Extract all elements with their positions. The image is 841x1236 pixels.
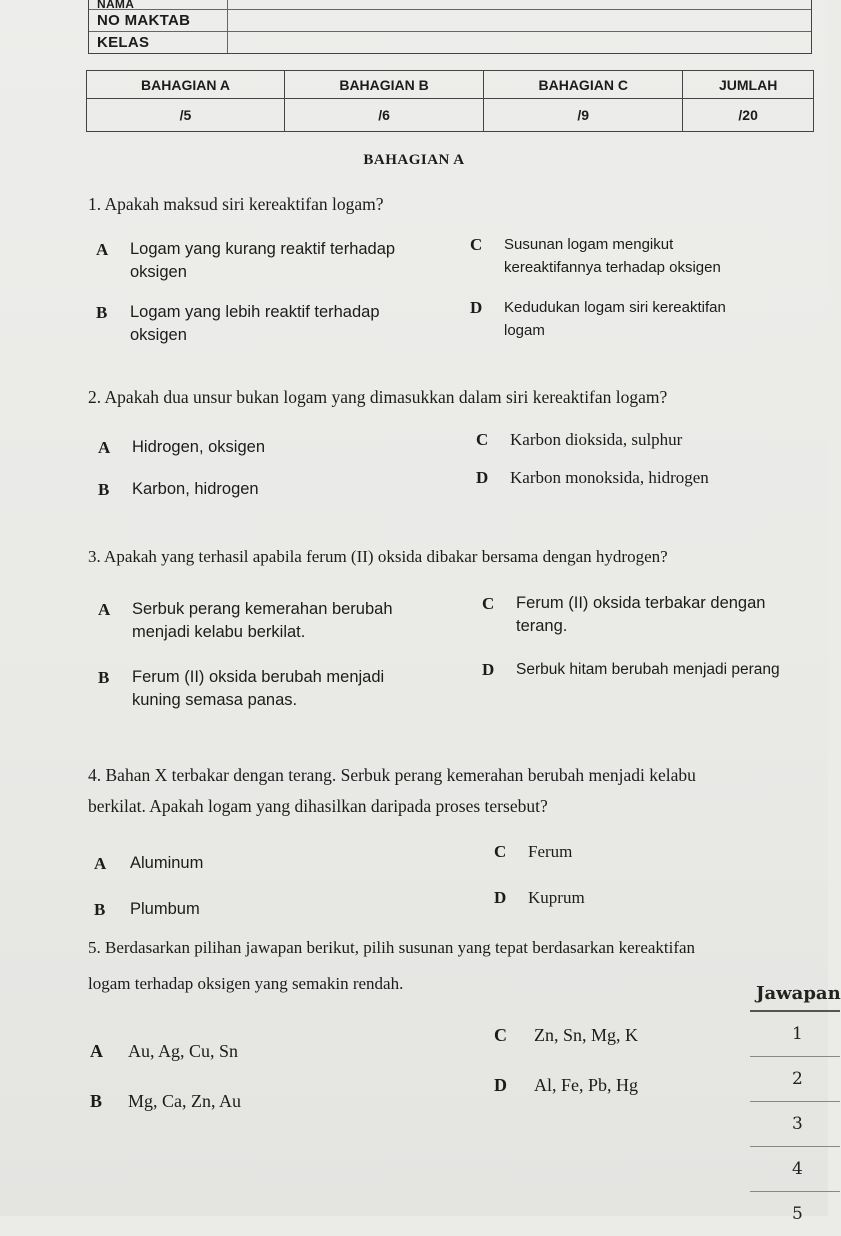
answer-cell-1[interactable]: 1 [750, 1012, 840, 1057]
question-4-stem-line: 4. Bahan X terbakar dengan terang. Serbuk perang kemerahan berubah menjadi kelabu [88, 765, 696, 785]
option-text: Ferum (II) oksida terbakar dengan [516, 594, 766, 612]
option-text: Karbon dioksida, sulphur [510, 430, 683, 449]
option-letter: A [96, 240, 109, 259]
class-row [89, 31, 811, 53]
score-table [86, 70, 814, 132]
option-text: Ferum (II) oksida berubah menjadi [132, 668, 385, 686]
class-field[interactable] [228, 32, 811, 53]
section-title: BAHAGIAN A [363, 152, 465, 168]
option-text: Mg, Ca, Zn, Au [128, 1091, 242, 1111]
answer-cell-3[interactable]: 3 [750, 1102, 840, 1147]
score-value-row [87, 99, 814, 132]
option-text: Aluminum [130, 854, 204, 872]
option-letter: B [94, 900, 106, 919]
question-1-option-d[interactable] [470, 296, 726, 342]
question-1-stem: 1. Apakah maksud siri kereaktifan logam? [88, 194, 384, 214]
option-letter: C [476, 430, 489, 449]
matric-row [89, 9, 811, 31]
option-letter: A [94, 854, 107, 873]
option-letter: B [98, 480, 110, 499]
score-value[interactable]: /20 [683, 99, 814, 132]
question-1-option-a[interactable] [96, 238, 395, 284]
question-3-option-c[interactable] [482, 592, 765, 638]
option-letter: B [96, 303, 108, 322]
option-letter: D [494, 1075, 507, 1095]
question-2-stem: 2. Apakah dua unsur bukan logam yang dimasukkan dalam siri kereaktifan logam? [88, 387, 668, 407]
name-label: NAMA [89, 0, 228, 9]
option-letter: A [90, 1041, 103, 1061]
option-letter: C [494, 842, 507, 861]
option-letter: A [98, 438, 111, 457]
option-text: Logam yang lebih reaktif terhadap [130, 303, 380, 321]
question-5-stem-line: logam terhadap oksigen yang semakin rendah. [88, 974, 404, 993]
question-4-option-c[interactable] [494, 840, 572, 863]
option-letter: B [90, 1091, 103, 1111]
option-letter: D [482, 660, 495, 679]
option-text: Hidrogen, oksigen [132, 438, 265, 456]
option-text: oksigen [130, 326, 187, 344]
option-text: logam [504, 322, 545, 339]
option-text: Kedudukan logam siri kereaktifan [504, 299, 726, 316]
option-letter: C [482, 594, 495, 613]
option-letter: D [470, 298, 483, 317]
score-header: JUMLAH [683, 71, 814, 99]
question-2-option-d[interactable] [476, 466, 709, 489]
option-text: kuning semasa panas. [132, 691, 298, 709]
option-text: Zn, Sn, Mg, K [534, 1025, 639, 1045]
question-3-option-d[interactable] [482, 658, 828, 681]
option-text: Al, Fe, Pb, Hg [534, 1075, 639, 1095]
option-text: Karbon monoksida, hidrogen [510, 468, 709, 487]
question-2-option-b[interactable] [98, 478, 259, 501]
answer-cell-4[interactable]: 4 [750, 1147, 840, 1192]
option-text: Kuprum [528, 888, 585, 907]
question-2-option-a[interactable] [98, 436, 265, 459]
question-4-option-d[interactable] [494, 886, 585, 909]
option-letter: C [494, 1025, 507, 1045]
option-letter: D [494, 888, 507, 907]
question-5-option-a[interactable] [90, 1040, 238, 1063]
answer-box [750, 978, 840, 1222]
score-header: BAHAGIAN A [87, 71, 285, 99]
question-3-option-b[interactable] [98, 666, 384, 712]
matric-field[interactable] [228, 10, 811, 31]
matric-label: NO MAKTAB [89, 10, 228, 31]
question-5-option-d[interactable] [494, 1074, 638, 1097]
option-text: Ferum [528, 842, 573, 861]
class-label: KELAS [89, 32, 228, 53]
question-2-option-c[interactable] [476, 428, 682, 451]
question-4-option-b[interactable] [94, 898, 200, 921]
option-letter: A [98, 600, 111, 619]
option-text: Susunan logam mengikut [504, 236, 674, 253]
option-letter: D [476, 468, 489, 487]
option-text: oksigen [130, 263, 187, 281]
option-text: Serbuk hitam berubah menjadi perang [516, 661, 780, 678]
option-letter: C [470, 235, 483, 254]
score-value[interactable]: /6 [284, 99, 483, 132]
question-1-option-c[interactable] [470, 233, 721, 279]
option-text: menjadi kelabu berkilat. [132, 623, 306, 641]
question-5-option-b[interactable] [90, 1090, 241, 1113]
question-1-option-b[interactable] [96, 301, 380, 347]
name-field[interactable] [228, 0, 811, 9]
student-info-box [88, 0, 812, 54]
option-text: Logam yang kurang reaktif terhadap [130, 240, 396, 258]
option-text: terang. [516, 617, 568, 635]
score-value[interactable]: /5 [87, 99, 285, 132]
score-header: BAHAGIAN B [284, 71, 483, 99]
option-text: kereaktifannya terhadap oksigen [504, 259, 721, 276]
score-header-row [87, 71, 814, 99]
question-4-option-a[interactable] [94, 852, 203, 875]
name-row [89, 0, 811, 9]
question-5-stem [88, 930, 828, 1002]
option-text: Serbuk perang kemerahan berubah [132, 600, 393, 618]
question-3-stem: 3. Apakah yang terhasil apabila ferum (II) oksida dibakar bersama dengan hydrogen? [88, 547, 668, 566]
option-text: Karbon, hidrogen [132, 480, 259, 498]
question-4-stem-line: berkilat. Apakah logam yang dihasilkan daripada proses tersebut? [88, 796, 548, 816]
score-header: BAHAGIAN C [484, 71, 683, 99]
answer-cell-2[interactable]: 2 [750, 1057, 840, 1102]
score-value[interactable]: /9 [484, 99, 683, 132]
question-5-stem-line: 5. Berdasarkan pilihan jawapan berikut, pilih susunan yang tepat berdasarkan kereaktifan [88, 938, 696, 957]
option-letter: B [98, 668, 110, 687]
question-4-stem [88, 760, 696, 822]
answer-cell-5[interactable]: 5 [792, 1204, 803, 1224]
option-text: Plumbum [130, 900, 200, 918]
question-5-option-c[interactable] [494, 1024, 638, 1047]
question-3-option-a[interactable] [98, 598, 393, 644]
answer-box-title: Jawapan [750, 978, 840, 1012]
option-text: Au, Ag, Cu, Sn [128, 1041, 239, 1061]
